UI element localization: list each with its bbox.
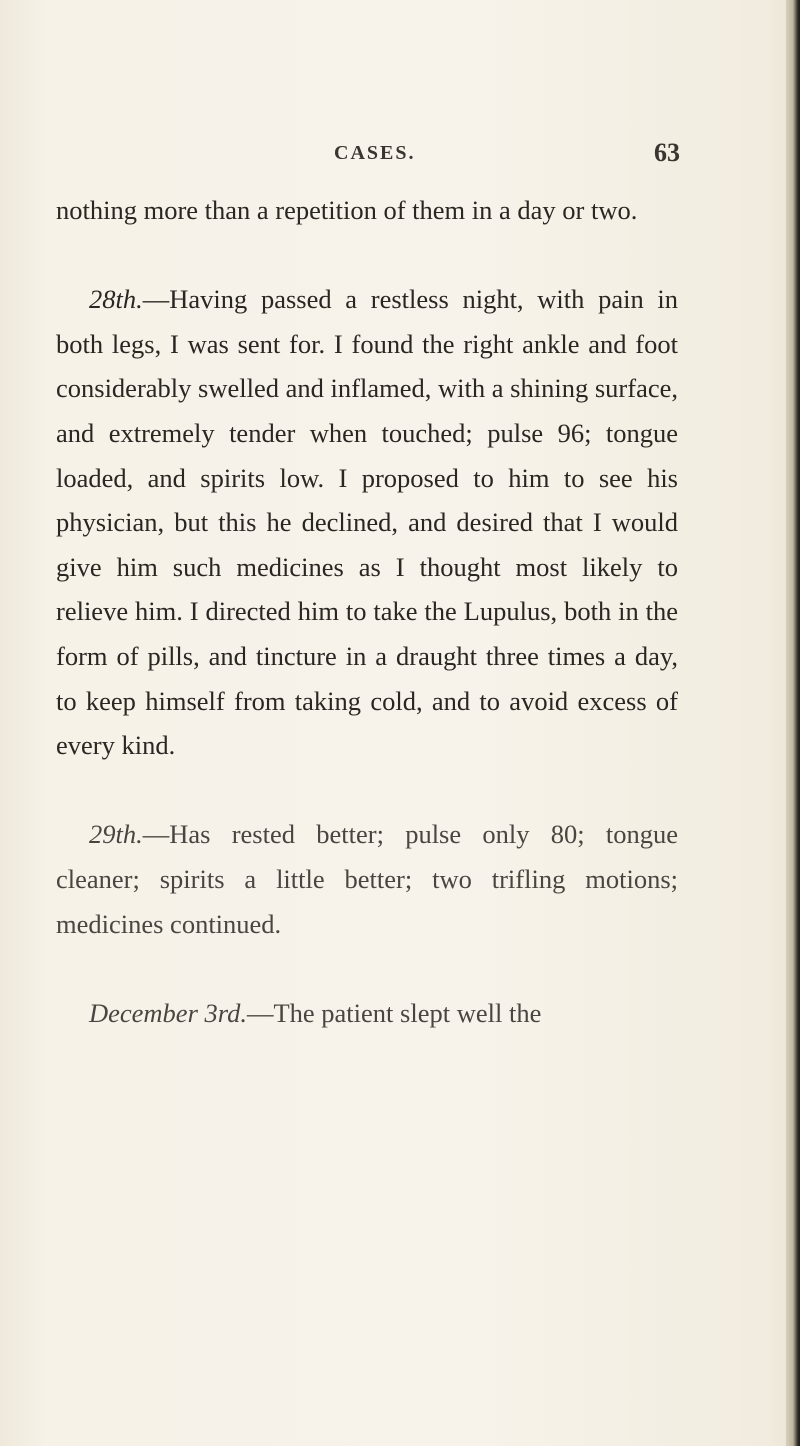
paragraph-text: —Has rested better; pulse only 80; tongue cleaner; spirits a little better; two trifling motions; medicines continued. (56, 819, 678, 939)
page-edge-shadow (786, 0, 800, 1446)
paragraph-entry-29th (56, 812, 678, 946)
entry-date: 29th. (89, 819, 143, 850)
paragraph-text: —The patient slept well the (246, 997, 542, 1028)
paragraph-entry-december-3rd (56, 991, 678, 1036)
page-number: 63 (654, 138, 680, 167)
entry-date: December 3rd. (89, 997, 247, 1028)
paragraph-entry-28th (56, 277, 678, 768)
paragraph-continuation (56, 188, 678, 233)
running-title: CASES. (334, 142, 416, 164)
body-text (56, 188, 678, 1035)
paragraph-text: nothing more than a repetition of them in a day or two. (56, 195, 638, 225)
paragraph-text: —Having passed a restless night, with pain in both legs, I was sent for. I found the right ankle and foot considerably swelled and inflamed, with a shining surface, and extremely tender when touched; pulse 96; tongue loaded, and spirits low. I proposed to him to see his physician, but this he declined, and desired that I would give him such medicines as I thought most likely to relieve him. I directed him to take the Lupulus, both in the form of pills, and tincture in a draught three times a day, to keep himself from taking cold, and to avoid excess of every kind. (56, 284, 678, 761)
entry-date: 28th. (89, 284, 143, 315)
page-header (0, 138, 800, 178)
